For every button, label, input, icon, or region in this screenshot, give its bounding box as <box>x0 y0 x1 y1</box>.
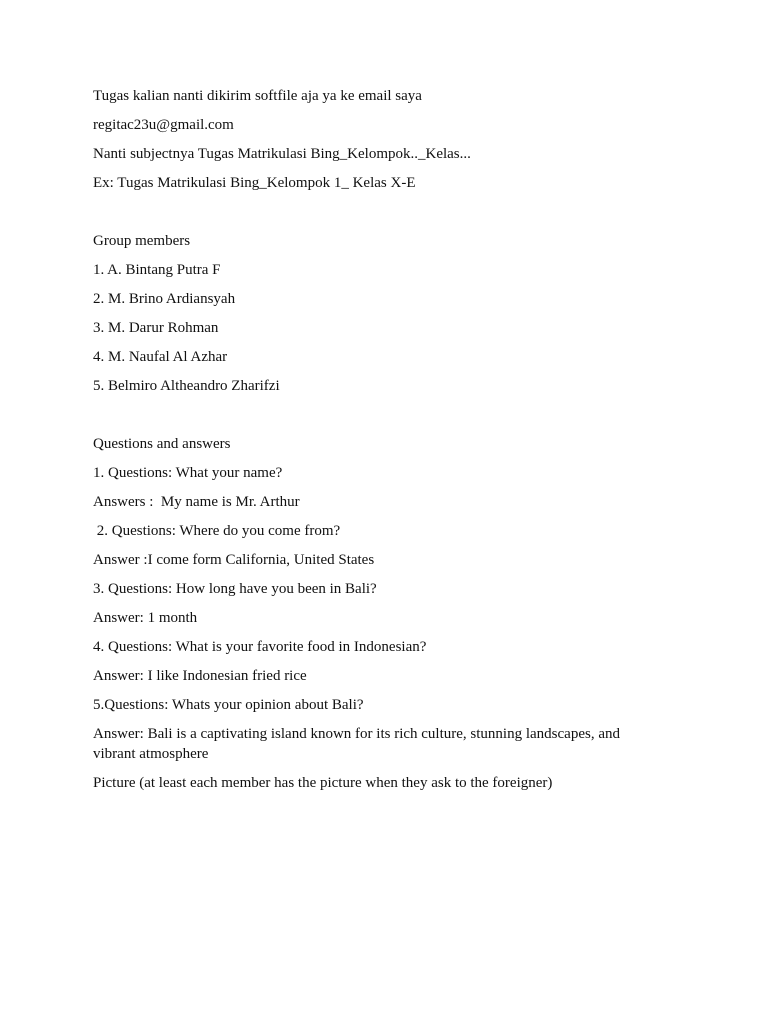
answer-item: Answer: Bali is a captivating island known for its rich culture, stunning landscapes, and vibrant atmosphere <box>93 726 624 762</box>
instruction-line: Tugas kalian nanti dikirim softfile aja ya ke email saya <box>93 88 422 104</box>
member-item: 5. Belmiro Altheandro Zharifzi <box>93 378 280 394</box>
answer-item: Answers : My name is Mr. Arthur <box>93 494 300 510</box>
document-body <box>93 86 653 793</box>
group-members-heading: Group members <box>93 233 191 249</box>
question-item: 1. Questions: What your name? <box>93 465 283 481</box>
member-item: 3. M. Darur Rohman <box>93 320 219 336</box>
answer-item: Answer :I come form California, United States <box>93 552 375 568</box>
question-item: 3. Questions: How long have you been in Bali? <box>93 581 377 597</box>
answer-item: Answer: I like Indonesian fried rice <box>93 668 307 684</box>
instruction-line: Nanti subjectnya Tugas Matrikulasi Bing_Kelompok.._Kelas... <box>93 146 471 162</box>
picture-instruction: Picture (at least each member has the picture when they ask to the foreigner) <box>93 775 553 791</box>
qa-heading: Questions and answers <box>93 436 231 452</box>
email-address: regitac23u@gmail.com <box>93 117 234 133</box>
answer-item: Answer: 1 month <box>93 610 198 626</box>
member-item: 2. M. Brino Ardiansyah <box>93 291 236 307</box>
question-item: 2. Questions: Where do you come from? <box>93 523 341 539</box>
member-item: 4. M. Naufal Al Azhar <box>93 349 228 365</box>
question-item: 4. Questions: What is your favorite food in Indonesian? <box>93 639 427 655</box>
question-item: 5.Questions: Whats your opinion about Bali? <box>93 697 364 713</box>
instruction-example: Ex: Tugas Matrikulasi Bing_Kelompok 1_ Kelas X-E <box>93 175 416 191</box>
member-item: 1. A. Bintang Putra F <box>93 262 221 278</box>
